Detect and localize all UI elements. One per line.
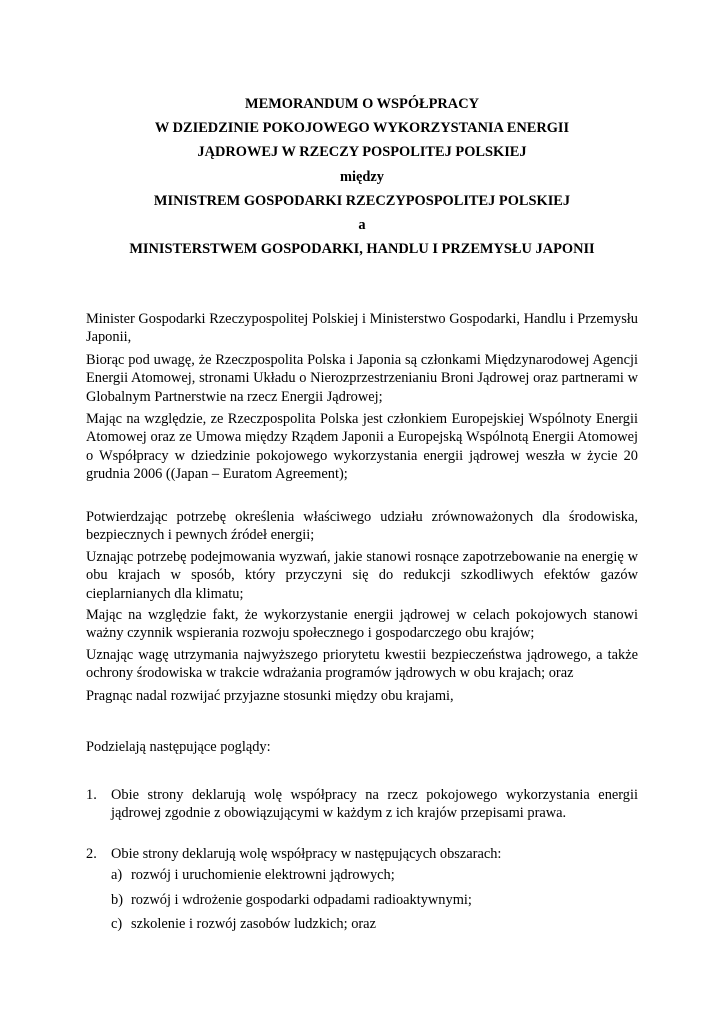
sub-list-item [111,866,638,884]
preamble-parties: Minister Gospodarki Rzeczypospolitej Polskiej i Ministerstwo Gospodarki, Handlu i Przemysłu Japonii, [86,311,638,346]
item-number: 2. [86,846,97,862]
preamble-paragraph-iaea: Biorąc pod uwagę, że Rzeczpospolita Polska i Japonia są członkami Międzynarodowej Agencji Energii Atomowej, stronami Układu o Nierozprzestrzenianiu Broni Jądrowej oraz partnerami w Globalnym Partnerstwie na rzecz Energii Jądrowej; [86,352,638,405]
sub-list-item [111,915,638,933]
list-item [86,786,638,823]
sub-item-text: rozwój i uruchomienie elektrowni jądrowych; [131,867,395,883]
sub-item-letter: a) [111,867,123,883]
item-text: Obie strony deklarują wolę współpracy na rzecz pokojowego wykorzystania energii jądrowej zgodnie z obowiązującymi w każdym z ich krajów przepisami prawa. [111,787,638,822]
preamble-paragraph-safety: Uznając wagę utrzymania najwyższego priorytetu kwestii bezpieczeństwa jądrowego, a także ochrony środowiska w trakcie wdrażania programów jądrowych w obu krajach; oraz [86,647,638,682]
title-line-2: W DZIEDZINIE POKOJOWEGO WYKORZYSTANIA ENERGII [154,120,570,137]
views-intro: Podzielają następujące poglądy: [86,739,271,755]
preamble-paragraph-climate: Uznając potrzebę podejmowania wyzwań, jakie stanowi rosnące zapotrzebowanie na energię w obu krajach w sposób, który przyczyni się do redukcji szkodliwych efektów gazów cieplarnianych dla klimatu; [86,549,638,602]
document-page [86,0,638,1024]
sub-item-letter: c) [111,916,123,932]
title-line-1: MEMORANDUM O WSPÓŁPRACY [245,96,479,112]
title-line-5: MINISTREM GOSPODARKI RZECZYPOSPOLITEJ POLSKIEJ [153,192,571,209]
preamble-paragraph-energy-sources: Potwierdzając potrzebę określenia właściwego udziału zrównoważonych dla środowiska, bezpiecznych i pewnych źródeł energii; [86,509,638,544]
preamble-paragraph-euratom: Mając na względzie, ze Rzeczpospolita Polska jest członkiem Europejskiej Wspólnoty Energii Atomowej oraz ze Umowa między Rządem Japonii a Europejską Wspólnotą Energii Atomowej o Współpracy w dziedzinie pokojowego wykorzystania energii jądrowej weszła w życie 20 grudnia 2006 ((Japan – Euratom Agreement); [86,411,638,483]
sub-list-item [111,891,638,909]
sub-item-text: rozwój i wdrożenie gospodarki odpadami radioaktywnymi; [131,892,472,908]
title-line-6: a [358,217,366,234]
title-line-3: JĄDROWEJ W RZECZY POSPOLITEJ POLSKIEJ [197,144,527,161]
preamble-paragraph-development: Mając na względzie fakt, że wykorzystanie energii jądrowej w celach pokojowych stanowi ważny czynnik wspierania rozwoju społecznego i gospodarczego obu krajów; [86,607,638,642]
memorandum-title [86,92,638,261]
preamble-paragraph-relations: Pragnąc nadal rozwijać przyjazne stosunki między obu krajami, [86,688,454,704]
sub-item-letter: b) [111,892,123,908]
item-text: Obie strony deklarują wolę współpracy w następujących obszarach: [111,846,502,862]
sub-item-text: szkolenie i rozwój zasobów ludzkich; oraz [131,916,376,932]
title-line-4: między [340,168,384,185]
title-line-7: MINISTERSTWEM GOSPODARKI, HANDLU I PRZEMYSŁU JAPONII [129,241,595,258]
list-item [86,845,638,863]
item-number: 1. [86,787,97,803]
